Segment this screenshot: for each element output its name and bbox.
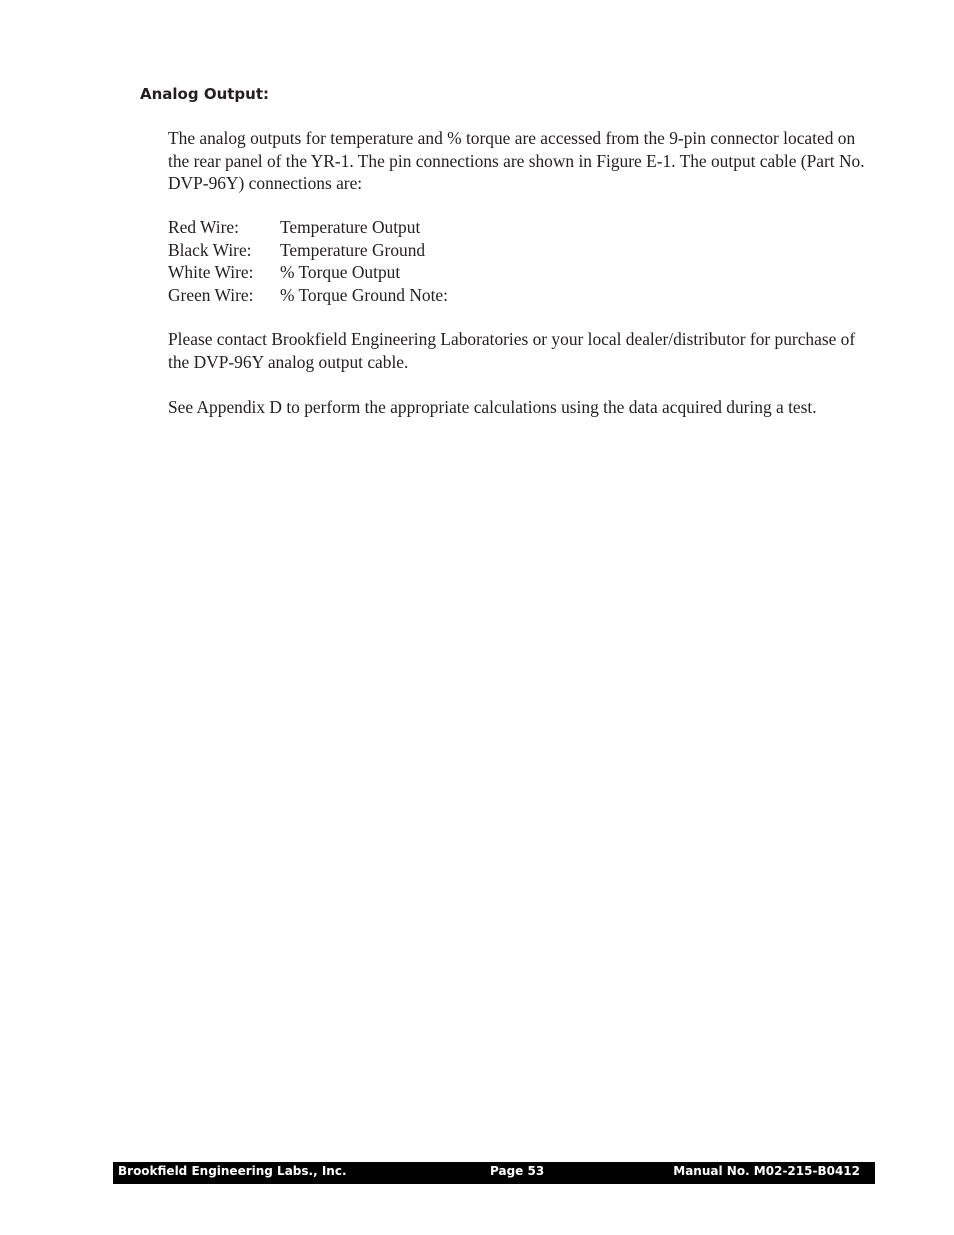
wire-row-green [168,284,878,307]
wire-label: Red Wire: [168,217,239,237]
wire-connection-list [168,216,878,306]
wire-row-black [168,239,878,262]
wire-value: Temperature Output [280,217,421,237]
footer-page-number: Page 53 [490,1164,545,1178]
wire-label: White Wire: [168,262,254,282]
page-footer [113,1162,875,1184]
section-heading: Analog Output: [140,85,270,103]
wire-value: % Torque Output [280,262,401,282]
wire-row-white [168,261,878,284]
footer-company: Brookfield Engineering Labs., Inc. [118,1164,347,1178]
wire-value: Temperature Ground [280,239,426,260]
intro-paragraph: The analog outputs for temperature and % torque are accessed from the 9-pin connector located on the rear panel of the YR-1. The pin connections are shown in Figure E-1. The output cable (Part No. DVP-96Y) connections are: [168,128,865,193]
wire-value: % Torque Ground Note: [280,284,448,305]
contact-paragraph: Please contact Brookfield Engineering Laboratories or your local dealer/distributor for purchase of the DVP-96Y analog output cable. [168,329,856,372]
wire-row-red [168,216,878,239]
wire-label: Black Wire: [168,239,252,260]
wire-label: Green Wire: [168,284,254,305]
appendix-paragraph: See Appendix D to perform the appropriate calculations using the data acquired during a test. [168,397,817,417]
footer-manual-number: Manual No. M02-215-B0412 [673,1164,860,1178]
